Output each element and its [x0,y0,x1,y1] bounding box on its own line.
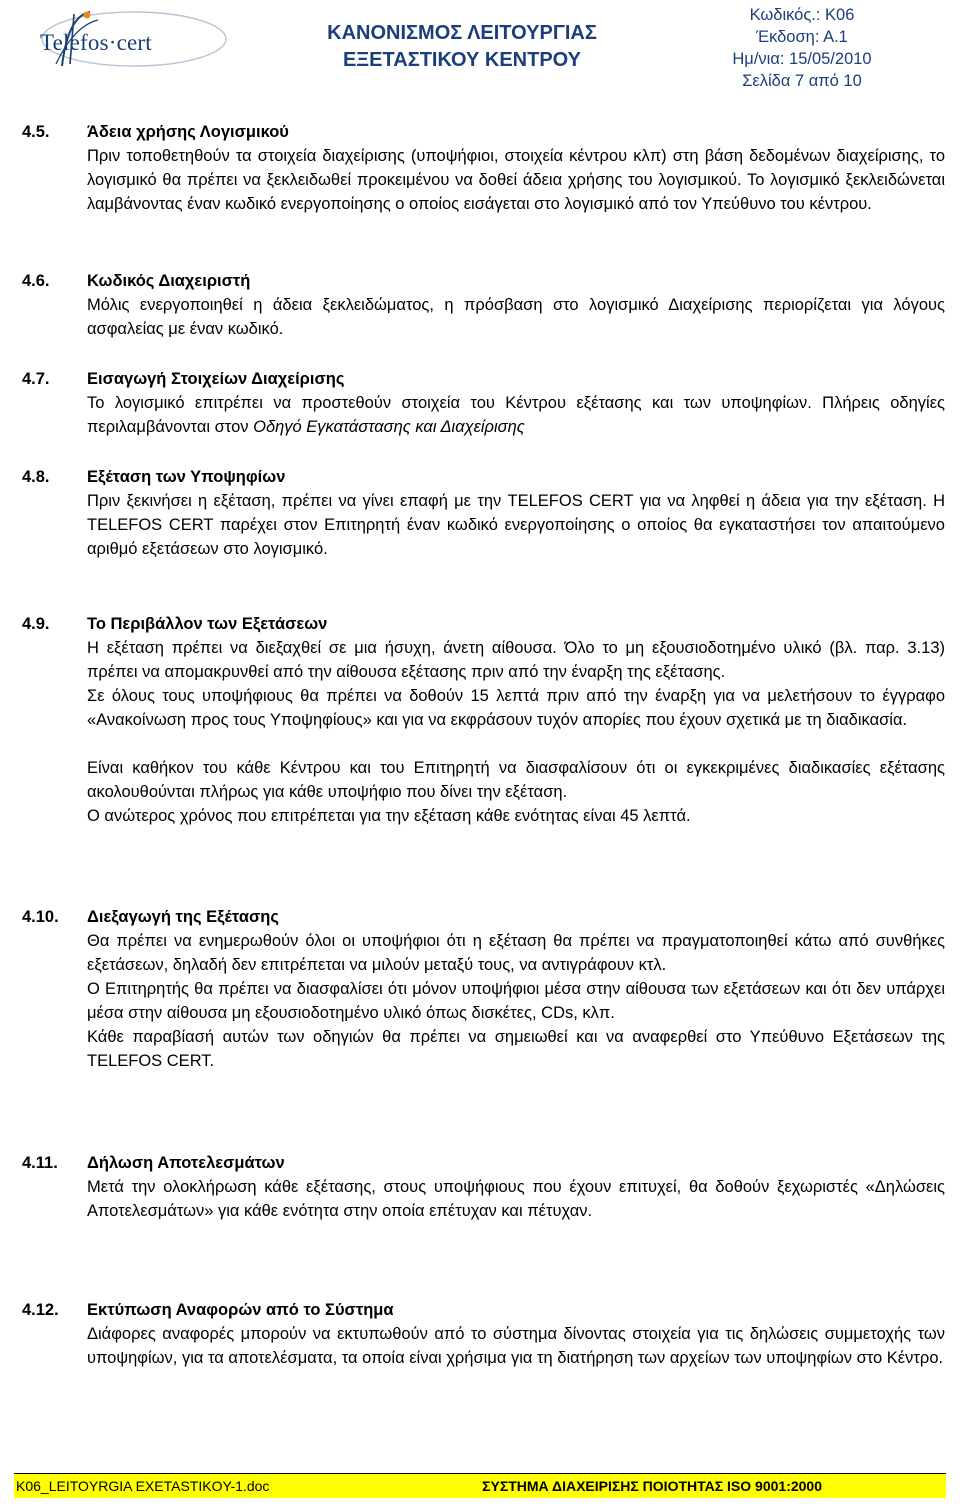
document-title [262,20,662,74]
section-heading: Άδεια χρήσης Λογισμικού [87,123,289,141]
footer-filename: K06_LEITOYRGIA EXETASTIKOY-1.doc [16,1478,270,1494]
paragraph: Μετά την ολοκλήρωση κάθε εξέτασης, στους υποψήφιους που έχουν επιτυχεί, θα δοθούν ξεχωριστές «Δηλώσεις Αποτελεσμάτων» για κάθε ενότητα στην οποία επέτυχαν και πέτυχαν. [87,1178,945,1220]
paragraph: Μόλις ενεργοποιηθεί η άδεια ξεκλειδώματος, η πρόσβαση στο λογισμικό Διαχείρισης περιορίζεται για λόγους ασφαλείας με έναν κωδικό. [87,296,945,338]
paragraph: Πριν ξεκινήσει η εξέταση, πρέπει να γίνει επαφή με την TELEFOS CERT για να ληφθεί η άδεια για την εξέταση. Η TELEFOS CERT παρέχει στον Επιτηρητή έναν κωδικό ενεργοποίησης ο οποίος θα εγκαταστήσει τον απαιτούμενο αριθμό εξετάσεων στο λογισμικό. [87,492,945,558]
paragraph: Η εξέταση πρέπει να διεξαχθεί σε μια ήσυχη, άνετη αίθουσα. Όλο το μη εξουσιοδοτημένο υλικό (βλ. παρ. 3.13) πρέπει να απομακρυνθεί από την αίθουσα εξέτασης πριν από την έναρξη της εξέτασης. [87,639,945,681]
paragraph: Είναι καθήκον του κάθε Κέντρου και του Επιτηρητή να διασφαλίσουν ότι οι εγκεκριμένες διαδικασίες εξέτασης ακολουθούνται πλήρως για κάθε υποψήφιο που δίνει την εξέταση. [87,759,945,801]
paragraph: Θα πρέπει να ενημερωθούν όλοι οι υποψήφιοι ότι η εξέταση θα πρέπει να πραγματοποιηθεί κάτω από συνθήκες εξετάσεων, δηλαδή δεν επιτρέπεται να μιλούν μεταξύ τους, να αντιγράφουν κτλ. [87,932,945,974]
paragraph: Ο ανώτερος χρόνος που επιτρέπεται για την εξέταση κάθε ενότητας είναι 45 λεπτά. [87,807,691,825]
guide-reference: Οδηγό Εγκατάστασης και Διαχείρισης [253,418,525,436]
page-header [0,0,960,90]
document-meta [700,4,904,92]
paragraph: Κάθε παραβίασή αυτών των οδηγιών θα πρέπει να σημειωθεί και να αναφερθεί στο Υπεύθυνο Εξετάσεων της TELEFOS CERT. [87,1028,945,1070]
section-number: 4.9. [22,615,50,633]
doc-edition: Έκδοση: Α.1 [756,28,848,46]
section-number: 4.11. [22,1154,58,1172]
doc-date: Ημ/νια: 15/05/2010 [732,50,872,68]
paragraph [87,391,945,439]
section-heading: Εκτύπωση Αναφορών από το Σύστημα [87,1301,394,1319]
paragraph: Πριν τοποθετηθούν τα στοιχεία διαχείρισης (υποψήφιοι, στοιχεία κέντρου κλπ) στη βάση δεδομένων διαχείρισης, το λογισμικό θα πρέπει να ξεκλειδωθεί προκειμένου να δοθεί άδεια χρήσης του λογισμικού. Το λογισμικό ξεκλειδώνεται λαμβάνοντας έναν κωδικό ενεργοποίησης ο οποίος εισάγεται στο λογισμικό από τον Υπεύθυνο του κέντρου. [87,147,945,213]
footer-qms: ΣΥΣΤΗΜΑ ΔΙΑΧΕΙΡΙΣΗΣ ΠΟΙΟΤΗΤΑΣ ISO 9001:2000 [482,1478,822,1494]
paragraph: Ο Επιτηρητής θα πρέπει να διασφαλίσει ότι μόνον υποψήφιοι μέσα στην αίθουσα των εξετάσεων και ότι δεν υπάρχει μέσα στην αίθουσα μη εξουσιοδοτημένο υλικό όπως δισκέτες, CDs, κλπ. [87,980,945,1022]
page-number: Σελίδα 7 από 10 [742,72,862,90]
section-number: 4.7. [22,370,50,388]
section-heading: Κωδικός Διαχειριστή [87,272,251,290]
title-line-1: ΚΑΝΟΝΙΣΜΟΣ ΛΕΙΤΟΥΡΓΙΑΣ [327,22,597,44]
section-heading: Διεξαγωγή της Εξέτασης [87,908,279,926]
section-number: 4.12. [22,1301,59,1319]
section-number: 4.6. [22,272,50,290]
section-heading: Δήλωση Αποτελεσμάτων [87,1154,285,1172]
paragraph-text: Το λογισμικό επιτρέπει να προστεθούν στοιχεία του Κέντρου εξέτασης και των υποψηφίων. Πλήρεις οδηγίες περιλαμβάνονται στον [87,394,945,436]
section-heading: Το Περιβάλλον των Εξετάσεων [87,615,328,633]
section-heading: Εισαγωγή Στοιχείων Διαχείρισης [87,370,345,388]
section-number: 4.10. [22,908,59,926]
section-heading: Εξέταση των Υποψηφίων [87,468,286,486]
section-number: 4.8. [22,468,50,486]
title-line-2: ΕΞΕΤΑΣΤΙΚΟΥ ΚΕΝΤΡΟΥ [342,49,582,71]
paragraph: Σε όλους τους υποψήφιους θα πρέπει να δοθούν 15 λεπτά πριν από την έναρξη για να μελετήσουν το έγγραφο «Ανακοίνωση προς τους Υποψηφίους» και για να εκφράσουν τυχόν απορίες που έχουν σχετικά με τη διαδικασία. [87,687,945,729]
doc-code: Κωδικός.: Κ06 [749,6,855,24]
logo-wordmark: Telefos·cert [40,30,152,55]
section-number: 4.5. [22,123,50,141]
page-footer [14,1473,946,1498]
paragraph: Διάφορες αναφορές μπορούν να εκτυπωθούν από το σύστημα δίνοντας στοιχεία για τις δηλώσεις συμμετοχής των υποψηφίων, για τα αποτελέσματα, τα οποία είναι χρήσιμα για τη διατήρηση των αρχείων των υποψηφίων στο Κέντρο. [87,1325,945,1367]
